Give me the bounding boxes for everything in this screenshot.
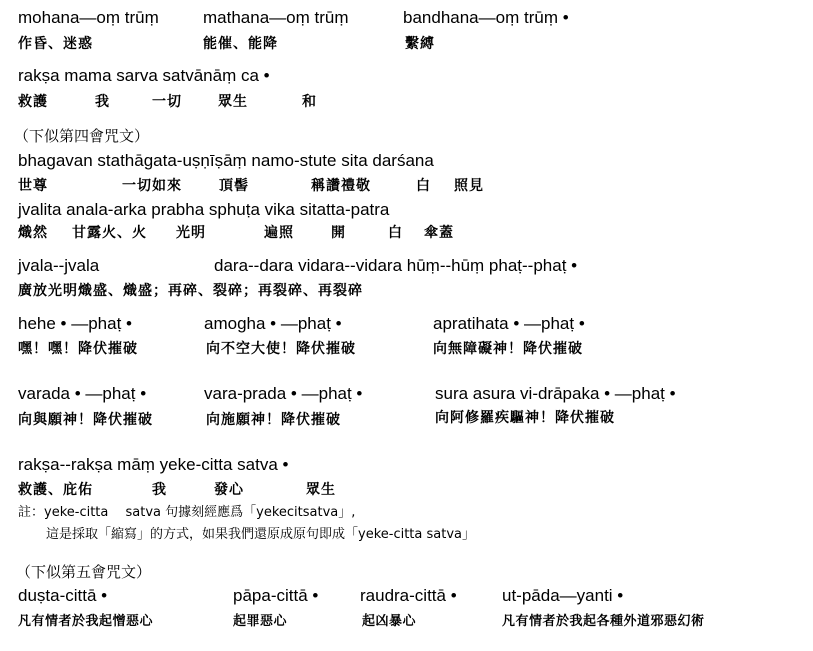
section-header-4: （下似第四會咒文）	[14, 127, 150, 145]
mantra-line-5b: dara--dara vidara--vidara hūṃ--hūṃ phaṭ--phaṭ •	[214, 256, 578, 275]
mantra-line-7a: varada • —phaṭ •	[18, 384, 147, 403]
section-header-5: （下似第五會咒文）	[16, 563, 152, 581]
gloss-line-4g: 傘蓋	[424, 225, 454, 241]
mantra-line-2: rakṣa mama sarva satvānāṃ ca •	[18, 66, 270, 85]
gloss-line-1c: 繫縛	[405, 36, 435, 52]
gloss-line-9d: 凡有情者於我起各種外道邪惡幻術	[502, 614, 705, 629]
gloss-line-3a: 世尊	[18, 178, 48, 194]
mantra-line-9d: ut-pāda—yanti •	[502, 586, 624, 605]
gloss-line-3e: 白	[416, 178, 431, 194]
gloss-line-9a: 凡有情者於我起憎惡心	[18, 614, 154, 629]
gloss-line-3c: 頂髻	[219, 178, 249, 194]
gloss-line-2e: 和	[302, 94, 317, 110]
gloss-line-6b: 向不空大使！降伏摧破	[206, 341, 356, 357]
gloss-line-3b: 一切如來	[122, 178, 182, 194]
gloss-line-6c: 向無障礙神！降伏摧破	[433, 341, 583, 357]
mantra-line-9c: raudra-cittā •	[360, 586, 457, 605]
mantra-line-1b: mathana—oṃ trūṃ	[203, 8, 349, 27]
gloss-line-9c: 起凶暴心	[362, 614, 417, 629]
mantra-line-9a: duṣta-cittā •	[18, 586, 108, 605]
mantra-line-5a: jvala--jvala	[18, 256, 100, 275]
gloss-line-8b: 我	[152, 482, 167, 498]
gloss-line-4b: 甘露火、火	[72, 225, 147, 241]
mantra-line-1a: mohana—oṃ trūṃ	[18, 8, 159, 27]
gloss-line-2d: 眾生	[218, 94, 248, 110]
gloss-line-4d: 遍照	[264, 225, 294, 241]
gloss-line-9b: 起罪惡心	[233, 614, 288, 629]
mantra-line-8: rakṣa--rakṣa māṃ yeke-citta satva •	[18, 455, 289, 474]
gloss-line-4a: 熾然	[18, 225, 48, 241]
mantra-line-3: bhagavan stathāgata-uṣṇīṣāṃ namo-stute sita darśana	[18, 151, 434, 170]
mantra-line-1c: bandhana—oṃ trūṃ •	[403, 8, 569, 27]
gloss-line-3d: 稱讚禮敬	[311, 178, 371, 194]
gloss-line-4c: 光明	[176, 225, 206, 241]
gloss-line-2c: 一切	[152, 94, 182, 110]
footnote-line-2: 這是採取「縮寫」的方式，如果我們還原成原句即成「yeke-citta satva」	[46, 527, 475, 542]
gloss-line-2a: 救護	[18, 94, 48, 110]
mantra-line-6c: apratihata • —phaṭ •	[433, 314, 585, 333]
gloss-line-7a: 向與願神！降伏摧破	[18, 412, 153, 428]
gloss-line-6a: 嘿！嘿！降伏摧破	[18, 341, 138, 357]
gloss-line-3f: 照見	[454, 178, 484, 194]
gloss-line-1b: 能催、能降	[203, 36, 278, 52]
mantra-line-6b: amogha • —phaṭ •	[204, 314, 342, 333]
footnote-line-1: 註：yeke-citta satva 句據刻經應爲「yekecitsatva」,	[18, 505, 356, 520]
gloss-line-4f: 白	[388, 225, 403, 241]
mantra-line-9b: pāpa-cittā •	[233, 586, 319, 605]
mantra-line-6a: hehe • —phaṭ •	[18, 314, 132, 333]
mantra-line-7b: vara-prada • —phaṭ •	[204, 384, 363, 403]
gloss-line-8c: 發心	[214, 482, 244, 498]
gloss-line-7c: 向阿修羅疾驅神！降伏摧破	[435, 410, 615, 426]
gloss-line-5: 廣放光明熾盛、熾盛；再碎、裂碎；再裂碎、再裂碎	[18, 283, 363, 299]
mantra-line-7c: sura asura vi-drāpaka • —phaṭ •	[435, 384, 676, 403]
gloss-line-4e: 開	[331, 225, 346, 241]
gloss-line-8a: 救護、庇佑	[18, 482, 93, 498]
gloss-line-2b: 我	[95, 94, 110, 110]
gloss-line-7b: 向施願神！降伏摧破	[206, 412, 341, 428]
gloss-line-8d: 眾生	[306, 482, 336, 498]
gloss-line-1a: 作昏、迷惑	[18, 36, 93, 52]
mantra-line-4: jvalita anala-arka prabha sphuṭa vika sitatta-patra	[18, 200, 390, 219]
